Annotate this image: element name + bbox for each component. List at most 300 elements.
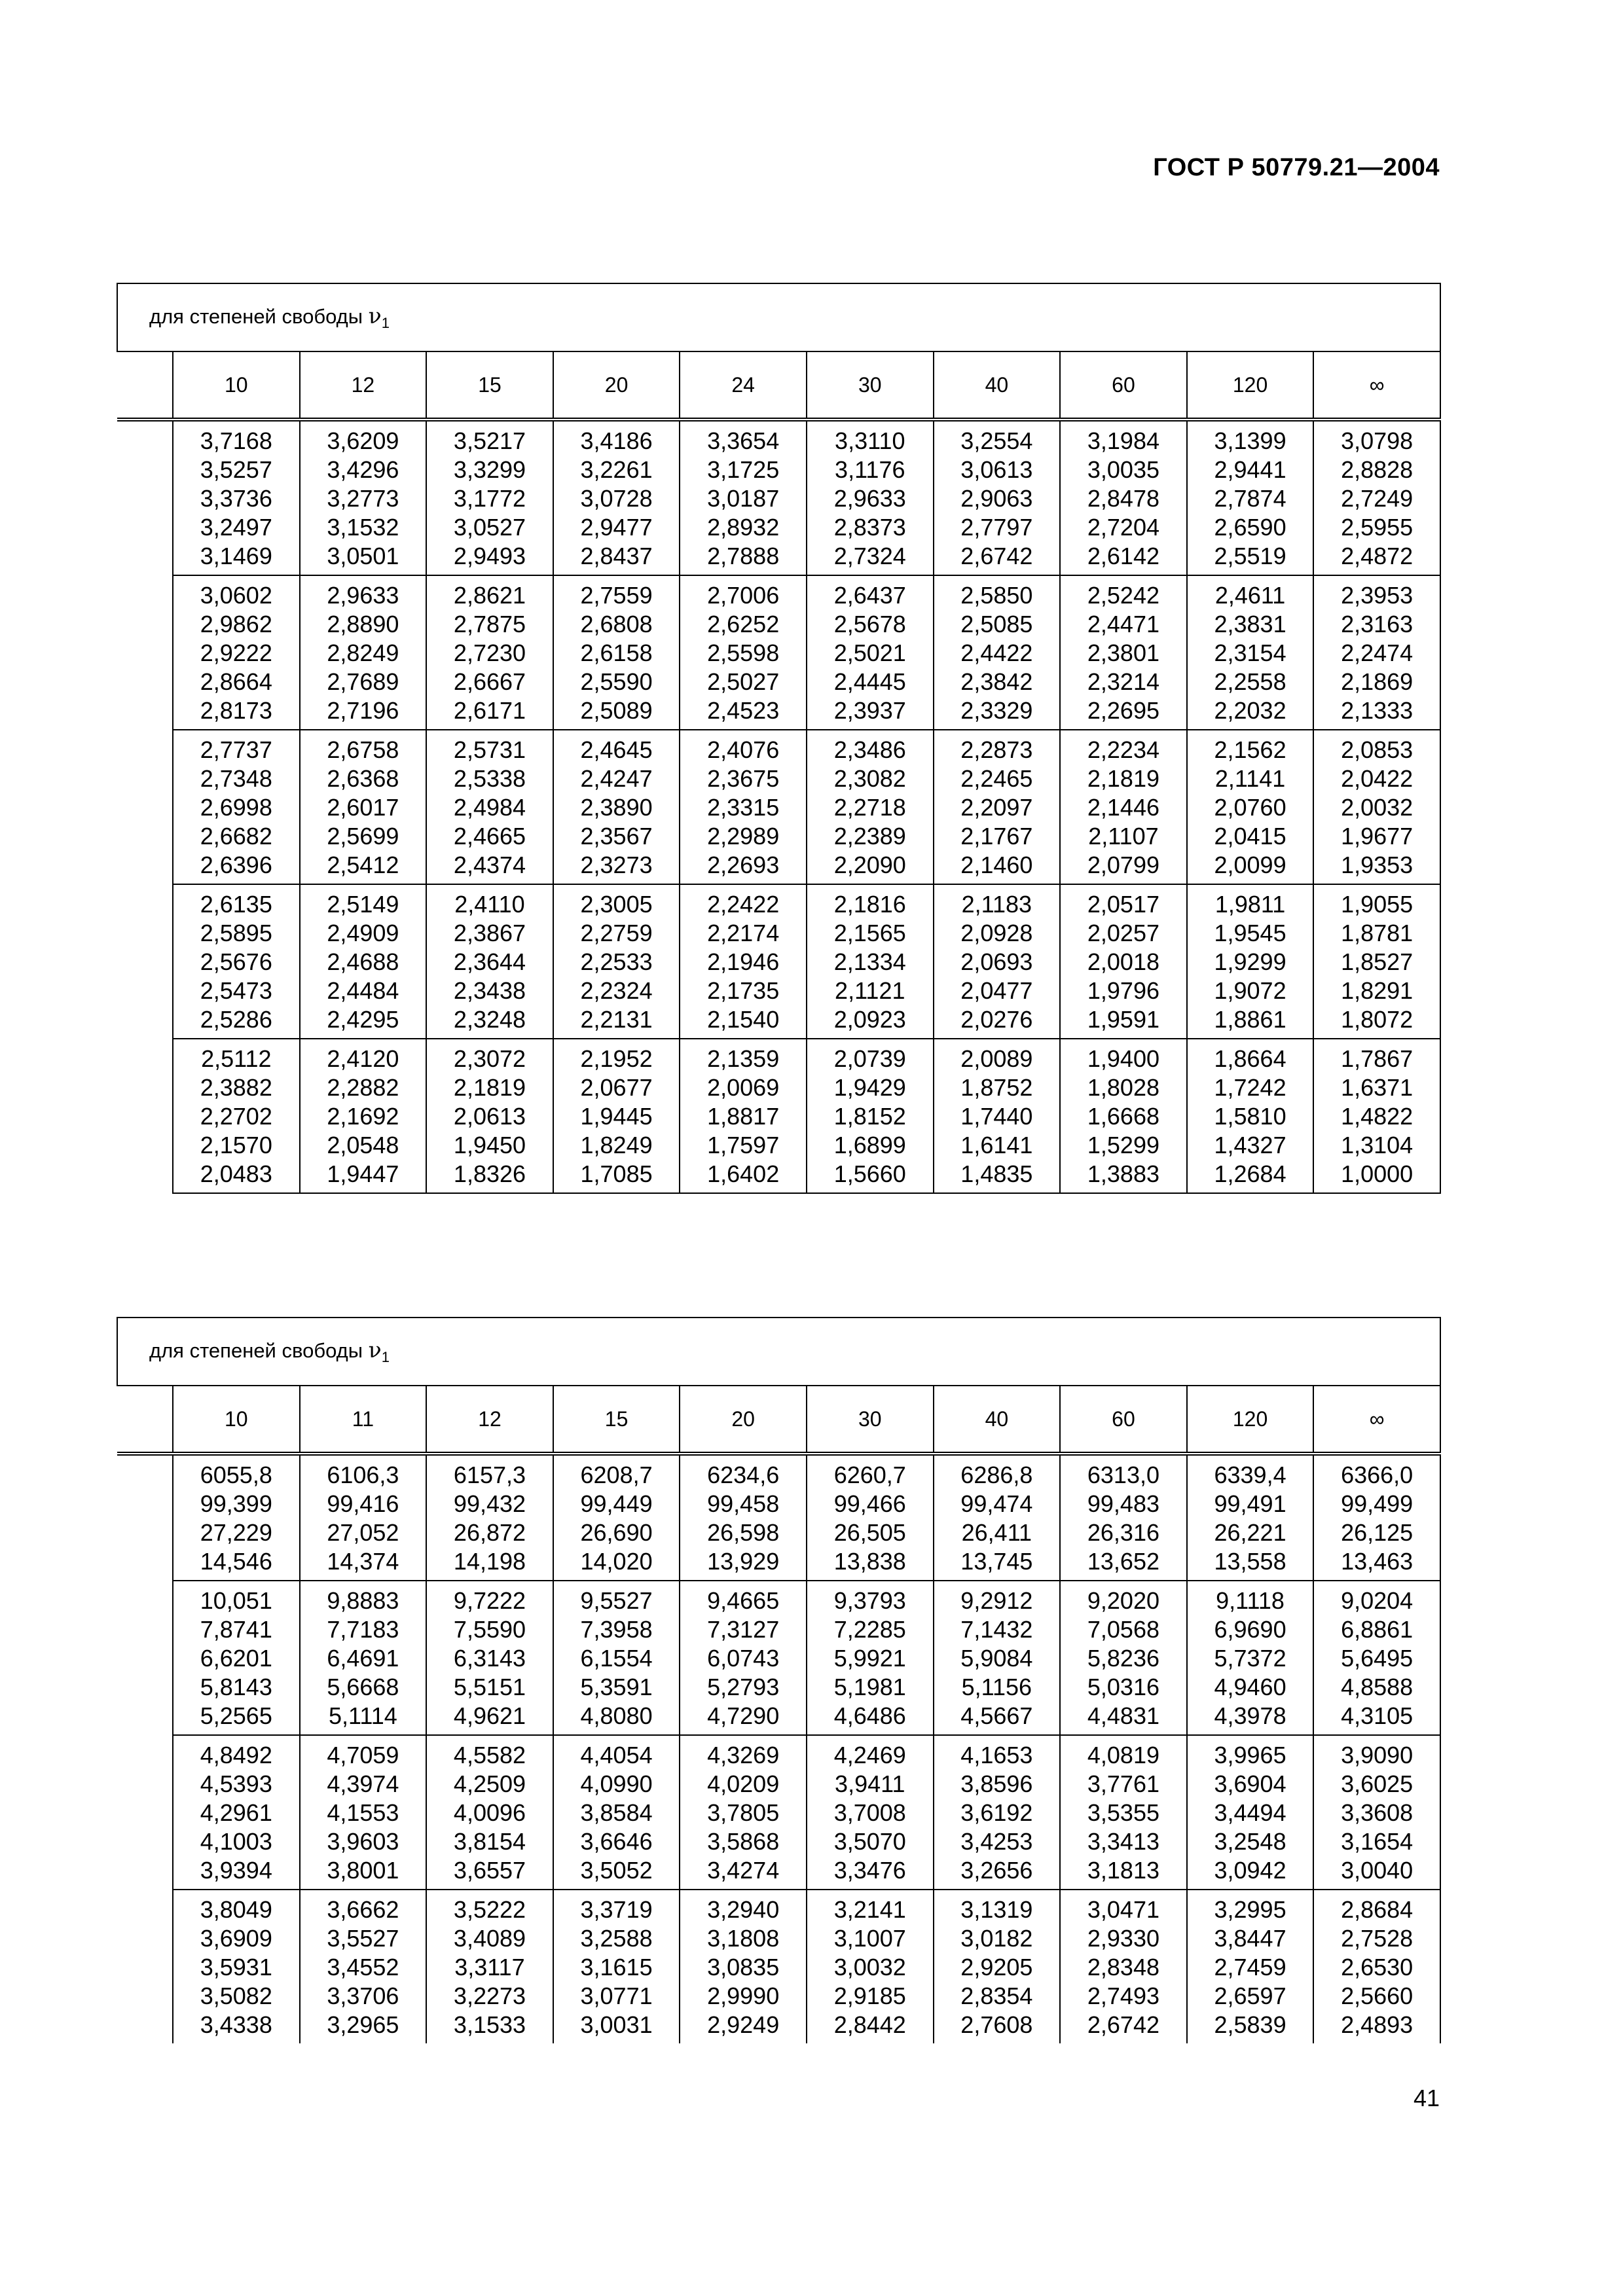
cell-value: 3,5222 (453, 1896, 526, 1923)
cell-value: 3,1176 (835, 456, 905, 483)
table-cell (934, 884, 1061, 1039)
cell-value: 5,3591 (580, 1674, 653, 1700)
cell-value: 1,5660 (833, 1160, 906, 1187)
table-cell (300, 1039, 427, 1193)
cell-value: 2,9205 (960, 1954, 1033, 1981)
cell-value: 1,8752 (960, 1074, 1033, 1101)
table-cell (173, 730, 300, 884)
cell-value: 99,458 (707, 1490, 780, 1517)
cell-value: 2,5338 (453, 765, 526, 792)
table-cell (680, 1890, 807, 2043)
cell-value: 2,1540 (707, 1006, 780, 1033)
cell-value: 2,2702 (200, 1103, 272, 1130)
cell-value: 2,3644 (453, 948, 526, 975)
cell-value: 2,1107 (1088, 823, 1159, 850)
table-cell (680, 1039, 807, 1193)
cell-value: 2,5676 (200, 948, 272, 975)
cell-value: 3,5082 (200, 1982, 272, 2009)
row-label-cell (117, 1581, 173, 1735)
cell-value: 3,0527 (453, 514, 526, 541)
cell-value: 2,9441 (1214, 456, 1286, 483)
column-header: 15 (553, 1386, 680, 1454)
cell-value: 2,5149 (327, 891, 399, 918)
column-header: 40 (934, 1386, 1061, 1454)
cell-value: 2,5955 (1341, 514, 1413, 541)
cell-value: 3,1808 (707, 1925, 780, 1952)
cell-value: 1,8664 (1214, 1045, 1286, 1072)
cell-value: 13,929 (707, 1548, 780, 1575)
cell-value: 3,5527 (327, 1925, 399, 1952)
cell-value: 2,3329 (960, 697, 1033, 724)
cell-value: 2,5895 (200, 920, 272, 946)
cell-value: 4,1553 (327, 1799, 399, 1826)
cell-value: 3,5931 (200, 1954, 272, 1981)
cell-value: 6,9690 (1214, 1616, 1286, 1643)
cell-value: 3,7761 (1087, 1770, 1159, 1797)
table-cell (1313, 575, 1440, 730)
cell-value: 2,2422 (707, 891, 780, 918)
cell-value: 5,1156 (961, 1674, 1032, 1700)
cell-value: 2,3801 (1087, 639, 1159, 666)
cell-value: 3,5052 (580, 1857, 653, 1884)
cell-value: 6,0743 (707, 1645, 780, 1672)
cell-value: 5,5151 (453, 1674, 526, 1700)
cell-value: 2,2882 (327, 1074, 399, 1101)
cell-value: 5,8143 (200, 1674, 272, 1700)
row-label-cell (117, 1890, 173, 2043)
cell-value: 99,474 (960, 1490, 1033, 1517)
cell-value: 2,2174 (707, 920, 780, 946)
cell-value: 3,3117 (454, 1954, 525, 1981)
cell-value: 2,9330 (1087, 1925, 1159, 1952)
cell-value: 2,6142 (1087, 543, 1159, 569)
row-label-cell (117, 420, 173, 575)
cell-value: 4,6486 (833, 1702, 906, 1729)
cell-value: 3,1772 (453, 485, 526, 512)
cell-value: 1,6402 (707, 1160, 780, 1187)
table-cell (173, 884, 300, 1039)
cell-value: 2,6808 (580, 611, 653, 637)
table-cell (934, 420, 1061, 575)
cell-value: 4,0209 (707, 1770, 780, 1797)
cell-value: 2,8828 (1341, 456, 1413, 483)
cell-value: 1,7440 (960, 1103, 1033, 1130)
cell-value: 3,4296 (327, 456, 399, 483)
table-cell (807, 1890, 934, 2043)
cell-value: 3,8584 (580, 1799, 653, 1826)
cell-value: 2,4445 (833, 668, 906, 695)
table-cell (1313, 884, 1440, 1039)
cell-value: 1,8781 (1341, 920, 1413, 946)
cell-value: 3,1469 (200, 543, 272, 569)
cell-value: 3,6662 (327, 1896, 399, 1923)
cell-value: 2,5085 (960, 611, 1033, 637)
cell-value: 2,7006 (707, 582, 780, 609)
cell-value: 2,3154 (1214, 639, 1286, 666)
cell-value: 1,8152 (833, 1103, 906, 1130)
cell-value: 1,4327 (1214, 1132, 1286, 1158)
cell-value: 7,8741 (200, 1616, 272, 1643)
cell-value: 5,2565 (200, 1702, 272, 1729)
cell-value: 2,9249 (707, 2011, 780, 2038)
cell-value: 3,4494 (1214, 1799, 1286, 1826)
cell-value: 2,1735 (707, 977, 780, 1004)
column-header: 15 (426, 351, 553, 420)
document-number-header: ГОСТ Р 50779.21—2004 (1153, 154, 1440, 181)
cell-value: 1,2684 (1214, 1160, 1286, 1187)
cell-value: 2,1946 (707, 948, 780, 975)
cell-value: 2,8437 (580, 543, 653, 569)
cell-value: 2,5112 (201, 1045, 272, 1072)
cell-value: 3,6646 (580, 1828, 653, 1855)
column-header: 30 (807, 351, 934, 420)
table-cell (934, 1039, 1061, 1193)
cell-value: 2,0099 (1214, 852, 1286, 878)
cell-value: 2,1570 (200, 1132, 272, 1158)
cell-value: 3,8001 (327, 1857, 399, 1884)
cell-value: 5,9084 (960, 1645, 1033, 1672)
cell-value: 2,6171 (453, 697, 526, 724)
cell-value: 2,3273 (580, 852, 653, 878)
cell-value: 2,2759 (580, 920, 653, 946)
table-cell (173, 1890, 300, 2043)
cell-value: 2,1819 (1087, 765, 1159, 792)
table-cell (553, 1039, 680, 1193)
cell-value: 2,3214 (1087, 668, 1159, 695)
table-cell (1313, 1735, 1440, 1890)
cell-value: 2,2558 (1214, 668, 1286, 695)
cell-value: 2,4523 (707, 697, 780, 724)
table-cell (173, 420, 300, 575)
cell-value: 13,652 (1087, 1548, 1159, 1575)
column-header: 11 (300, 1386, 427, 1454)
cell-value: 14,374 (327, 1548, 399, 1575)
cell-value: 2,7204 (1087, 514, 1159, 541)
cell-value: 4,0096 (453, 1799, 526, 1826)
cell-value: 27,229 (200, 1519, 272, 1546)
cell-value: 99,416 (327, 1490, 399, 1517)
table-cell (426, 1890, 553, 2043)
table-cell (1313, 1454, 1440, 1581)
cell-value: 2,5598 (707, 639, 780, 666)
cell-value: 2,2474 (1341, 639, 1413, 666)
cell-value: 2,3890 (580, 794, 653, 821)
cell-value: 3,5070 (833, 1828, 906, 1855)
table-cell (807, 1735, 934, 1890)
cell-value: 3,8596 (960, 1770, 1033, 1797)
cell-value: 2,5412 (327, 852, 399, 878)
cell-value: 6339,4 (1214, 1462, 1286, 1488)
cell-value: 6366,0 (1341, 1462, 1413, 1488)
cell-value: 2,4665 (453, 823, 526, 850)
table-cell (807, 730, 934, 884)
table-cell (426, 1039, 553, 1193)
table-cell (1187, 1454, 1314, 1581)
column-header: 12 (300, 351, 427, 420)
cell-value: 3,0182 (960, 1925, 1033, 1952)
table-cell (934, 1735, 1061, 1890)
cell-value: 2,0799 (1087, 852, 1159, 878)
table-cell (426, 420, 553, 575)
nu-symbol: ν (368, 302, 382, 329)
cell-value: 2,3315 (707, 794, 780, 821)
cell-value: 1,8861 (1214, 1006, 1286, 1033)
table-cell (1313, 1890, 1440, 2043)
table-row-block (117, 884, 1440, 1039)
cell-value: 2,6396 (200, 852, 272, 878)
cell-value: 2,8684 (1341, 1896, 1413, 1923)
cell-value: 3,0501 (327, 543, 399, 569)
cell-value: 9,5527 (580, 1587, 653, 1614)
cell-value: 9,1118 (1216, 1587, 1285, 1614)
cell-value: 6234,6 (707, 1462, 780, 1488)
cell-value: 2,2693 (707, 852, 780, 878)
cell-value: 26,872 (453, 1519, 526, 1546)
cell-value: 2,3675 (707, 765, 780, 792)
table-cell (1187, 884, 1314, 1039)
cell-value: 2,7196 (327, 697, 399, 724)
table-cell (680, 420, 807, 575)
cell-value: 3,3476 (833, 1857, 906, 1884)
cell-value: 7,7183 (327, 1616, 399, 1643)
cell-value: 4,5667 (960, 1702, 1033, 1729)
cell-value: 1,8326 (453, 1160, 526, 1187)
table-cell (1187, 1581, 1314, 1735)
cell-value: 2,0089 (960, 1045, 1033, 1072)
cell-value: 1,9545 (1214, 920, 1286, 946)
cell-value: 2,5027 (707, 668, 780, 695)
cell-value: 2,1562 (1214, 736, 1286, 763)
cell-value: 2,3953 (1341, 582, 1413, 609)
cell-value: 1,6899 (833, 1132, 906, 1158)
cell-value: 1,8291 (1341, 977, 1413, 1004)
cell-value: 3,5257 (200, 456, 272, 483)
cell-value: 14,546 (200, 1548, 272, 1575)
table-cell (680, 1581, 807, 1735)
cell-value: 2,2695 (1087, 697, 1159, 724)
table-cell (426, 1454, 553, 1581)
cell-value: 6,1554 (580, 1645, 653, 1672)
cell-value: 3,0187 (707, 485, 780, 512)
cell-value: 3,2554 (960, 427, 1033, 454)
cell-value: 4,2961 (200, 1799, 272, 1826)
cell-value: 2,3842 (960, 668, 1033, 695)
cell-value: 2,5089 (580, 697, 653, 724)
cell-value: 4,4831 (1087, 1702, 1159, 1729)
cell-value: 2,3082 (833, 765, 906, 792)
cell-value: 4,8080 (580, 1702, 653, 1729)
cell-value: 5,6495 (1341, 1645, 1413, 1672)
table-cell (300, 1735, 427, 1890)
cell-value: 3,4338 (200, 2011, 272, 2038)
cell-value: 2,4471 (1087, 611, 1159, 637)
cell-value: 2,1121 (835, 977, 905, 1004)
cell-value: 9,7222 (453, 1587, 526, 1614)
cell-value: 3,0835 (707, 1954, 780, 1981)
cell-value: 2,1460 (960, 852, 1033, 878)
cell-value: 2,4872 (1341, 543, 1413, 569)
table-cell (553, 884, 680, 1039)
cell-value: 1,9796 (1087, 977, 1159, 1004)
table-cell (300, 1890, 427, 2043)
cell-value: 2,5286 (200, 1006, 272, 1033)
cell-value: 2,0422 (1341, 765, 1413, 792)
cell-value: 3,0798 (1341, 427, 1413, 454)
table-cell (934, 1454, 1061, 1581)
cell-value: 14,198 (453, 1548, 526, 1575)
cell-value: 13,463 (1341, 1548, 1413, 1575)
table-row-block (117, 1581, 1440, 1735)
cell-value: 2,4295 (327, 1006, 399, 1033)
cell-value: 2,5850 (960, 582, 1033, 609)
cell-value: 2,7249 (1341, 485, 1413, 512)
cell-value: 1,4822 (1341, 1103, 1413, 1130)
cell-value: 3,0942 (1214, 1857, 1286, 1884)
cell-value: 1,9447 (327, 1160, 399, 1187)
cell-value: 2,0548 (327, 1132, 399, 1158)
cell-value: 7,3958 (580, 1616, 653, 1643)
cell-value: 2,2389 (833, 823, 906, 850)
cell-value: 14,020 (580, 1548, 653, 1575)
column-header: ∞ (1313, 1386, 1440, 1454)
cell-value: 2,0739 (833, 1045, 906, 1072)
table-row-block (117, 1454, 1440, 1581)
cell-value: 2,6590 (1214, 514, 1286, 541)
cell-value: 6,8861 (1341, 1616, 1413, 1643)
cell-value: 4,3105 (1341, 1702, 1413, 1729)
cell-value: 2,3248 (453, 1006, 526, 1033)
cell-value: 2,7493 (1087, 1982, 1159, 2009)
row-label-cell (117, 884, 173, 1039)
cell-value: 3,1533 (453, 2011, 526, 2038)
row-label-column-header (117, 351, 173, 420)
cell-value: 1,9072 (1214, 977, 1286, 1004)
cell-value: 2,9990 (707, 1982, 780, 2009)
cell-value: 2,2097 (960, 794, 1033, 821)
cell-value: 3,1319 (960, 1896, 1033, 1923)
column-header: 60 (1060, 351, 1187, 420)
cell-value: 3,0471 (1087, 1896, 1159, 1923)
cell-value: 3,3299 (453, 456, 526, 483)
cell-value: 1,8028 (1087, 1074, 1159, 1101)
cell-value: 9,3793 (833, 1587, 906, 1614)
cell-value: 2,3163 (1341, 611, 1413, 637)
cell-value: 3,9411 (835, 1770, 905, 1797)
table-cell (426, 1735, 553, 1890)
table-cell (680, 1735, 807, 1890)
cell-value: 2,8932 (707, 514, 780, 541)
cell-value: 2,5731 (453, 736, 526, 763)
table-cell (553, 730, 680, 884)
cell-value: 3,1725 (707, 456, 780, 483)
cell-value: 6286,8 (960, 1462, 1033, 1488)
cell-value: 99,466 (833, 1490, 906, 1517)
table-cell (807, 575, 934, 730)
row-label-cell (117, 730, 173, 884)
nu-subscript: 1 (381, 1349, 390, 1366)
cell-value: 3,0613 (960, 456, 1033, 483)
cell-value: 3,0040 (1341, 1857, 1413, 1884)
cell-value: 2,0069 (707, 1074, 780, 1101)
cell-value: 4,3974 (327, 1770, 399, 1797)
cell-value: 1,0000 (1341, 1160, 1413, 1187)
cell-value: 2,6742 (960, 543, 1033, 569)
cell-value: 1,9353 (1341, 852, 1413, 878)
table-cell (553, 1890, 680, 2043)
cell-value: 2,7888 (707, 543, 780, 569)
cell-value: 3,3736 (200, 485, 272, 512)
cell-value: 2,6998 (200, 794, 272, 821)
cell-value: 1,9450 (453, 1132, 526, 1158)
cell-value: 2,1952 (580, 1045, 653, 1072)
table-cell (300, 1581, 427, 1735)
table-cell (1313, 1581, 1440, 1735)
cell-value: 2,1446 (1087, 794, 1159, 821)
cell-value: 4,5582 (453, 1742, 526, 1768)
column-header: 10 (173, 351, 300, 420)
cell-value: 3,6909 (200, 1925, 272, 1952)
column-header: 40 (934, 351, 1061, 420)
cell-value: 5,1114 (329, 1702, 397, 1729)
cell-value: 2,6017 (327, 794, 399, 821)
cell-value: 3,9394 (200, 1857, 272, 1884)
cell-value: 3,6904 (1214, 1770, 1286, 1797)
cell-value: 3,9090 (1341, 1742, 1413, 1768)
table-cell (426, 884, 553, 1039)
cell-value: 2,5473 (200, 977, 272, 1004)
cell-value: 3,0031 (580, 2011, 653, 2038)
cell-value: 3,9965 (1214, 1742, 1286, 1768)
table-cell (1060, 575, 1187, 730)
cell-value: 2,5242 (1087, 582, 1159, 609)
cell-value: 5,1981 (833, 1674, 906, 1700)
cell-value: 3,2588 (580, 1925, 653, 1952)
table-cell (553, 1454, 680, 1581)
cell-value: 3,2497 (200, 514, 272, 541)
cell-value: 1,8527 (1341, 948, 1413, 975)
cell-value: 2,5021 (833, 639, 906, 666)
page-number: 41 (1413, 2085, 1440, 2111)
cell-value: 2,1359 (707, 1045, 780, 1072)
cell-value: 4,1003 (200, 1828, 272, 1855)
cell-value: 2,0032 (1341, 794, 1413, 821)
cell-value: 4,9621 (453, 1702, 526, 1729)
cell-value: 2,0483 (200, 1160, 272, 1187)
row-label-column-header (117, 1386, 173, 1454)
cell-value: 6,3143 (453, 1645, 526, 1672)
cell-value: 2,1183 (961, 891, 1032, 918)
cell-value: 3,5355 (1087, 1799, 1159, 1826)
cell-value: 2,8373 (833, 514, 906, 541)
cell-value: 3,1399 (1214, 427, 1286, 454)
cell-value: 1,8249 (580, 1132, 653, 1158)
cell-value: 6313,0 (1087, 1462, 1159, 1488)
cell-value: 3,2548 (1214, 1828, 1286, 1855)
cell-value: 2,5699 (327, 823, 399, 850)
cell-value: 1,8072 (1341, 1006, 1413, 1033)
cell-value: 4,1653 (960, 1742, 1033, 1768)
table-cell (680, 1454, 807, 1581)
table-row-block (117, 1039, 1440, 1193)
cell-value: 2,9185 (833, 1982, 906, 2009)
cell-value: 3,2656 (960, 1857, 1033, 1884)
cell-value: 2,8442 (833, 2011, 906, 2038)
cell-value: 3,1813 (1087, 1857, 1159, 1884)
cell-value: 4,0990 (580, 1770, 653, 1797)
cell-value: 26,125 (1341, 1519, 1413, 1546)
cell-value: 3,2141 (833, 1896, 906, 1923)
cell-value: 2,4909 (327, 920, 399, 946)
